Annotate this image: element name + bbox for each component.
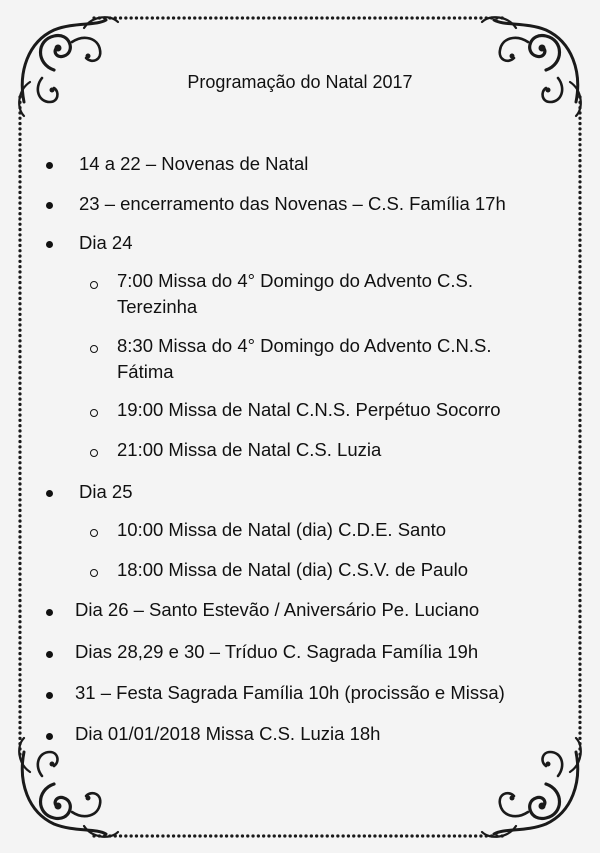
circle-bullet-icon	[90, 529, 98, 537]
bullet-icon	[46, 609, 53, 616]
circle-bullet-icon	[90, 281, 98, 289]
list-item: 7:00 Missa do 4° Domingo do Advento C.S.	[117, 270, 474, 291]
list-item: Dia 01/01/2018 Missa C.S. Luzia 18h	[75, 723, 381, 744]
bullet-icon	[46, 241, 53, 248]
circle-bullet-icon	[90, 345, 98, 353]
list-item: 21:00 Missa de Natal C.S. Luzia	[117, 439, 382, 460]
circle-bullet-icon	[90, 449, 98, 457]
bullet-icon	[46, 692, 53, 699]
page-title: Programação do Natal 2017	[187, 72, 413, 92]
list-item-continuation: Terezinha	[117, 296, 198, 317]
circle-bullet-icon	[90, 409, 98, 417]
list-item: 14 a 22 – Novenas de Natal	[79, 153, 309, 174]
list-item: 10:00 Missa de Natal (dia) C.D.E. Santo	[117, 519, 447, 540]
list-item: 8:30 Missa do 4° Domingo do Advento C.N.S.	[117, 335, 492, 356]
list-item: 31 – Festa Sagrada Família 10h (procissão e Missa)	[75, 682, 505, 703]
bullet-icon	[46, 202, 53, 209]
list-item: 19:00 Missa de Natal C.N.S. Perpétuo Socorro	[117, 399, 501, 420]
list-item: Dia 25	[79, 481, 133, 502]
list-item: 18:00 Missa de Natal (dia) C.S.V. de Paulo	[117, 559, 469, 580]
bullet-icon	[46, 733, 53, 740]
list-item: Dias 28,29 e 30 – Tríduo C. Sagrada Família 19h	[75, 641, 479, 662]
bullet-icon	[46, 651, 53, 658]
bullet-icon	[46, 490, 53, 497]
bullet-icon	[46, 162, 53, 169]
list-item: Dia 24	[79, 232, 133, 253]
list-item: 23 – encerramento das Novenas – C.S. Família 17h	[79, 193, 506, 214]
list-item: Dia 26 – Santo Estevão / Aniversário Pe. Luciano	[75, 599, 480, 620]
circle-bullet-icon	[90, 569, 98, 577]
list-item-continuation: Fátima	[117, 361, 174, 382]
